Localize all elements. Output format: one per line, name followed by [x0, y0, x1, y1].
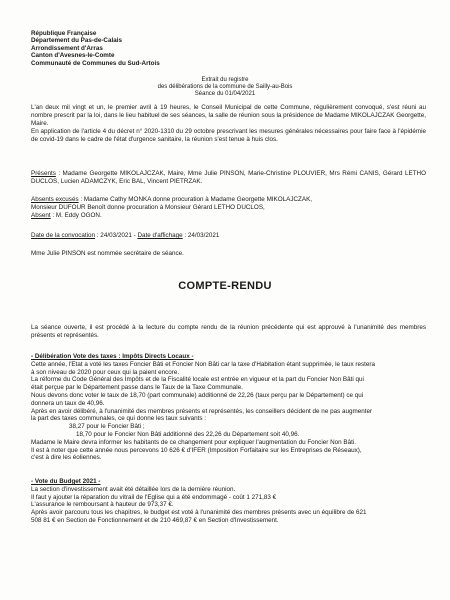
affichage-date: : 24/03/2021	[182, 232, 220, 239]
document-header	[31, 30, 160, 67]
intro-paragraph-covid: En application de l'article 4 du décret n° 2020-1310 du 29 octobre prescrivant les mesures générales nécessaires pour faire face à l'épidémie de covid-19 dans le cadre de l'état d'urgence sanitaire, la réunion s'est tenue à huis clos.	[31, 128, 426, 143]
budget-line: L'assurance le remboursant à hauteur de 973,37 €.	[31, 501, 174, 509]
presents-paragraph	[31, 170, 426, 186]
absents-label: Absents excusés	[31, 196, 79, 203]
taxes-line: c'est à dire les éoliennes.	[31, 454, 102, 462]
extrait-line: Extrait du registre	[201, 77, 249, 83]
secretaire-line: Mme Julie PINSON est nommée secrétaire de séance.	[31, 250, 184, 257]
budget-line: Il faut y ajouter la réparation du vitrail de l'Eglise qui a été endommagé - coût 1 271,83 €	[31, 493, 277, 501]
taxes-line: donnera un taux de 40,96.	[31, 399, 105, 407]
header-line: Communauté de Communes du Sud-Artois	[31, 59, 160, 67]
header-line: Arrondissement d'Arras	[31, 44, 103, 52]
budget-section	[31, 478, 431, 525]
seance-paragraph: La séance ouverte, il est procédé à la lecture du compte rendu de la réunion précédente qui est approuvé à l'unanimité des membres présents et représentés.	[31, 324, 426, 339]
extrait-line: Séance du 01/04/2021	[194, 91, 256, 97]
absents-line: Monsieur DUFOUR Benoît donne procuration à Monsieur Gérard LETHO DUCLOS,	[31, 203, 265, 211]
convocation-line: Date de la convocation : 24/03/2021 - Date d'affichage : 24/03/2021	[31, 232, 220, 239]
convocation-date: : 24/03/2021	[95, 232, 132, 239]
budget-line: 508 81 € en Section de Fonctionnement et de 210 469,87 € en Section d'Investissement.	[31, 516, 279, 524]
taxes-line: était perçue par le Département passe dans le Taux de la Taxe Communale.	[31, 384, 243, 392]
header-line: Département du Pas-de-Calais	[31, 37, 122, 45]
taxes-line: Après en avoir délibéré, à l'unanimité des membres présents et représentés, les conseillers décident de ne pas augmenter	[31, 407, 373, 415]
taxes-line: Cette année, l'Etat a voté les taxes Foncier Bâti et Foncier Non Bâti car la taxe d'Habitation étant supprimée, le taux restera	[31, 360, 376, 368]
presents-text: : Madame Georgette MIKOLAJCZAK, Maire, Mme Julie PINSON, Marie-Christine PLOUVIER, Mrs Rémi CANIS, Gérard LETHO DUCLOS, Lucien ADAMCZYK, Eric BAL, Vincent PIETRZAK.	[31, 170, 426, 185]
taxes-line: Il est à noter que cette année nous percevons 10 626 € d'IFER (Imposition Forfaitaire sur les Entreprises de Réseaux),	[31, 446, 362, 454]
absents-paragraph	[31, 196, 431, 219]
taxes-line: 38,27 pour le Foncier Bâti ;	[69, 423, 145, 431]
taxes-line: La réforme du Code Général des Impôts et de la Fiscalité locale est entrée en vigueur et la part du Foncier Non Bâti qui	[31, 376, 364, 384]
taxes-line: à son niveau de 2020 pour ceux qui la paient encore.	[31, 368, 180, 376]
convocation-label: Date de la convocation	[31, 232, 96, 239]
taxes-line: 18,70 pour le Foncier Non Bâti additionné des 22,26 du Département soit 40,96.	[76, 430, 300, 438]
budget-line: Après avoir parcouru tous les chapitres, le budget est voté à l'unanimité des membres présents avec un équilibre de 621	[31, 509, 367, 517]
absent-label: Absent	[31, 211, 51, 219]
budget-line: La section d'investissement avait été détaillée lors de la dernière réunion.	[31, 485, 236, 493]
budget-heading: - Vote du Budget 2021 -	[31, 478, 101, 485]
extrait-block	[0, 77, 450, 98]
header-line: Canton d'Avesnes-le-Comte	[31, 52, 115, 60]
taxes-line: Madame le Maire devra informer les habitants de ce changement pour expliquer l'augmentation du Foncier Non Bâti.	[31, 438, 356, 446]
taxes-heading: - Délibération Vote des taxes : Impôts Directs Locaux -	[31, 353, 194, 360]
page-title: COMPTE-RENDU	[178, 280, 272, 292]
intro-paragraph: L'an deux mil vingt et un, le premier avril à 19 heures, le Conseil Municipal de cette Commune, régulièrement convoqué, s'est réuni au nombre prescrit par la loi, dans le lieu habituel de ses séances, la salle de réunion sous la présidence de Madame MIKOLAJCZAK Georgette, Maire.	[31, 104, 426, 127]
extrait-line: des délibérations de la commune de Sailly-au-Bois	[157, 84, 293, 90]
presents-label: Présents	[31, 170, 56, 177]
taxes-section	[31, 353, 431, 462]
absents-line: : Madame Cathy MONKA donne procuration à Madame Georgette MIKOLAJCZAK,	[78, 196, 313, 203]
header-line: République Française	[31, 30, 97, 37]
affichage-label: Date d'affichage	[137, 232, 183, 239]
taxes-line: Nous devons donc voter le taux de 18,70 (part communale) additionné de 22,26 (taux perçu par le Département) ce qui	[31, 391, 364, 399]
absent-text: : M. Eddy OGON.	[50, 211, 102, 219]
taxes-line: la part des taxes communales, ce qui donne les taux suivants :	[31, 415, 207, 423]
